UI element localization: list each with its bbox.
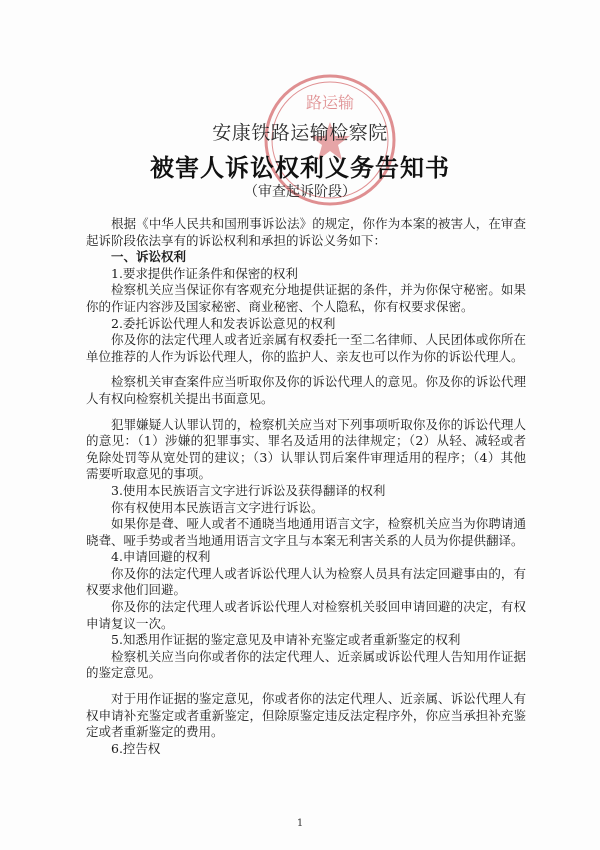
paragraph: 检察机关应当向你或者你的法定代理人、近亲属或诉讼代理人告知用作证据的鉴定意见。 [86, 648, 526, 681]
document-title: 被害人诉讼权利义务告知书 [150, 153, 450, 182]
page-number: 1 [296, 818, 304, 829]
paragraph: 对于用作证据的鉴定意见，你或者你的法定代理人、近亲属、诉讼代理人有权申请补充鉴定或者重新鉴定，但除原鉴定违反法定程序外，你应当承担补充鉴定或者重新鉴定的费用。 [86, 691, 526, 740]
paragraph: 如果你是聋、哑人或者不通晓当地通用语言文字，检察机关应当为你聘请通晓聋、哑手势或者当地通用语言文字且与本案无利害关系的人员为你提供翻译。 [86, 516, 526, 548]
item-heading: 5.知悉用作证据的鉴定意见及申请补充鉴定或者重新鉴定的权利 [111, 632, 461, 648]
document-stage: （审查起诉阶段） [244, 184, 356, 200]
paragraph: 你及你的法定代理人或者近亲属有权委托一至二名律师、人民团体或你所在单位推荐的人作为诉讼代理人，你的监护人、亲友也可以作为你的诉讼代理人。 [86, 332, 526, 364]
paragraph: 你及你的法定代理人或者诉讼代理人认为检察人员具有法定回避事由的，有权要求他们回避。 [86, 565, 526, 598]
item-heading: 6.控告权 [111, 740, 161, 756]
section-heading: 一、诉讼权利 [111, 249, 187, 265]
paragraph: 检察机关审查案件应当听取你及你的诉讼代理人的意见。你及你的诉讼代理人有权向检察机关提出书面意见。 [86, 374, 526, 406]
paragraph: 你有权使用本民族语言文字进行诉讼。 [111, 499, 324, 515]
item-heading: 4.申请回避的权利 [111, 549, 211, 565]
intro-paragraph: 根据《中华人民共和国刑事诉讼法》的规定，你作为本案的被害人，在审查起诉阶段依法享有的诉讼权利和承担的诉讼义务如下： [86, 216, 526, 248]
paragraph: 你及你的法定代理人或者诉讼代理人对检察机关驳回申请回避的决定，有权申请复议一次。 [86, 599, 526, 631]
item-heading: 2.委托诉讼代理人和发表诉讼意见的权利 [111, 315, 336, 331]
svg-text:路运输: 路运输 [305, 93, 355, 112]
item-heading: 1.要求提供作证条件和保密的权利 [111, 265, 298, 281]
item-heading: 3.使用本民族语言文字进行诉讼及获得翻译的权利 [111, 482, 386, 498]
organization-name: 安康铁路运输检察院 [212, 122, 388, 144]
paragraph: 检察机关应当保证你有客观充分地提供证据的条件，并为你保守秘密。如果你的作证内容涉及国家秘密、商业秘密、个人隐私，你有权要求保密。 [86, 282, 526, 314]
paragraph: 犯罪嫌疑人认罪认罚的，检察机关应当对下列事项听取你及你的诉讼代理人的意见：（1）涉嫌的犯罪事实、罪名及适用的法律规定；（2）从轻、减轻或者免除处罚等从宽处罚的建议；（3）认罪认罚后案件审理适用的程序；（4）其他需要听取意见的事项。 [86, 416, 526, 482]
document-body [86, 216, 526, 757]
